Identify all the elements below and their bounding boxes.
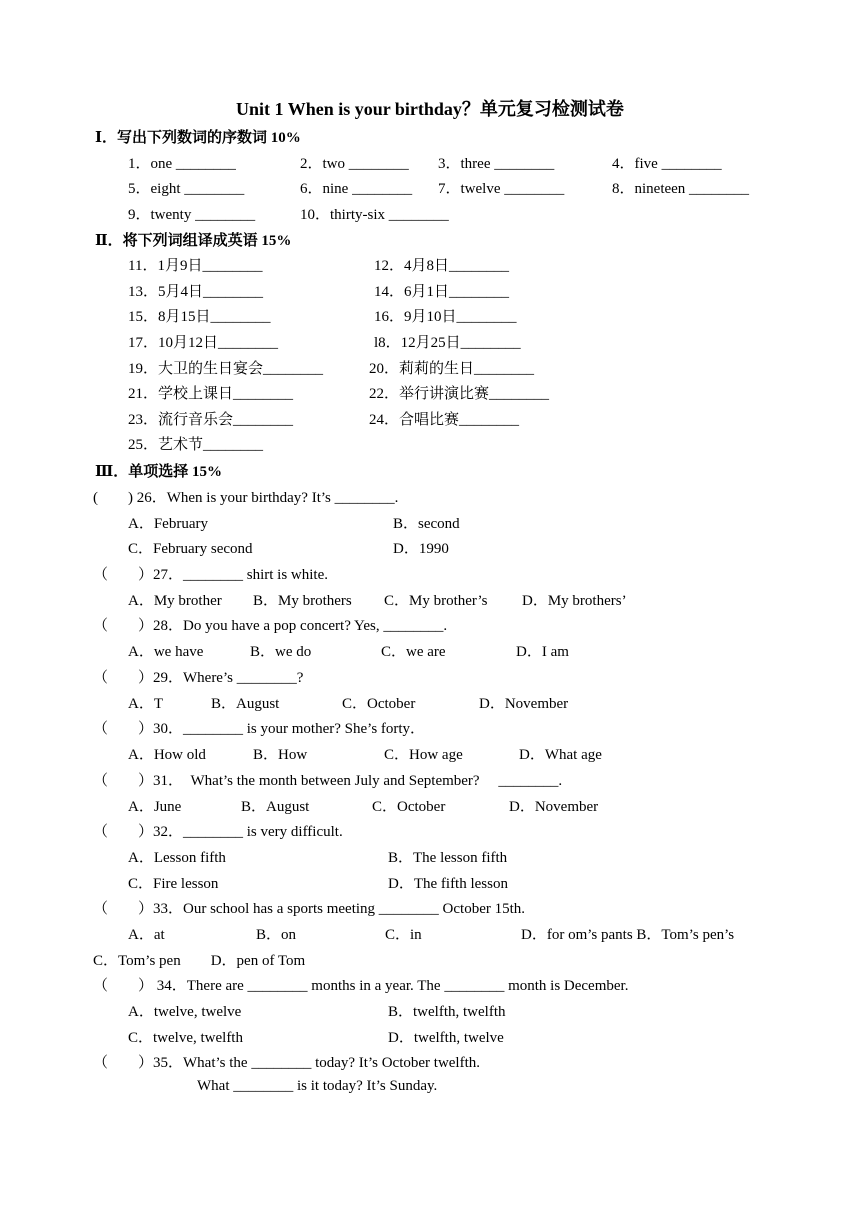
- question-1: 1．one ________: [128, 156, 236, 172]
- question-15: 15．8月15日________: [128, 309, 271, 325]
- q34-option-a: A．twelve, twelve: [128, 1004, 242, 1020]
- question-12: 12．4月8日________: [374, 258, 510, 274]
- q30-option-d: D．What age: [519, 747, 602, 763]
- q34-option-d: D．twelfth, twelve: [388, 1030, 504, 1046]
- question-17: 17．10月12日________: [128, 335, 279, 351]
- q26-option-a: A．February: [128, 516, 208, 532]
- question-31-stem: （ ）31． What’s the month between July and September? ________.: [93, 773, 563, 789]
- question-19: 19．大卫的生日宴会________: [128, 361, 324, 377]
- question-8: 8．nineteen ________: [612, 181, 750, 197]
- q32-option-d: D．The fifth lesson: [388, 876, 508, 892]
- q29-option-a: A．T: [128, 696, 163, 712]
- question-21: 21．学校上课日________: [128, 386, 294, 402]
- q27-option-b: B．My brothers: [253, 593, 352, 609]
- question-33-stem: （ ）33．Our school has a sports meeting ________ October 15th.: [93, 901, 526, 917]
- q30-option-b: B．How: [253, 747, 308, 763]
- question-25: 25．艺术节________: [128, 437, 264, 453]
- q27-option-c: C．My brother’s: [384, 593, 488, 609]
- q31-option-d: D．November: [509, 799, 599, 815]
- q28-option-d: D．I am: [516, 644, 569, 660]
- section-2-heading: Ⅱ．将下列词组译成英语 15%: [95, 233, 292, 249]
- q30-option-a: A．How old: [128, 747, 206, 763]
- q27-option-a: A．My brother: [128, 593, 222, 609]
- question-29-stem: （ ）29．Where’s ________?: [93, 670, 304, 686]
- question-18: l8．12月25日________: [374, 335, 521, 351]
- q32-option-c: C．Fire lesson: [128, 876, 219, 892]
- q27-option-d: D．My brothers’: [522, 593, 627, 609]
- question-30-stem: （ ）30．________ is your mother? She’s forty．: [93, 721, 426, 737]
- question-4: 4．five ________: [612, 156, 722, 172]
- q29-option-c: C．October: [342, 696, 416, 712]
- q26-option-c: C．February second: [128, 541, 253, 557]
- section-3-heading: Ⅲ．单项选择 15%: [95, 464, 223, 480]
- question-35-line2: What ________ is it today? It’s Sunday.: [197, 1078, 438, 1094]
- question-3: 3．three ________: [438, 156, 555, 172]
- q28-option-c: C．we are: [381, 644, 446, 660]
- q33-option-a: A．at: [128, 927, 165, 943]
- question-7: 7．twelve ________: [438, 181, 565, 197]
- q28-option-a: A．we have: [128, 644, 204, 660]
- question-28-stem: （ ）28．Do you have a pop concert? Yes, ________.: [93, 618, 448, 634]
- question-22: 22．举行讲演比赛________: [369, 386, 550, 402]
- question-9: 9．twenty ________: [128, 207, 256, 223]
- q29-option-d: D．November: [479, 696, 569, 712]
- question-20: 20．莉莉的生日________: [369, 361, 535, 377]
- q33-option-d: D．for om’s pants B．Tom’s pen’s: [521, 927, 735, 943]
- question-34-stem: （ ） 34．There are ________ months in a year. The ________ month is December.: [93, 978, 629, 994]
- q26-option-b: B．second: [393, 516, 460, 532]
- question-23: 23．流行音乐会________: [128, 412, 294, 428]
- question-6: 6．nine ________: [300, 181, 413, 197]
- q30-option-c: C．How age: [384, 747, 463, 763]
- question-10: 10．thirty-six ________: [300, 207, 449, 223]
- question-14: 14．6月1日________: [374, 284, 510, 300]
- page-title: Unit 1 When is your birthday？单元复习检测试卷: [236, 99, 624, 119]
- question-26-stem: ( ) 26．When is your birthday? It’s ________.: [93, 490, 399, 506]
- question-27-stem: （ ）27．________ shirt is white.: [93, 567, 328, 583]
- question-11: 11．1月9日________: [128, 258, 263, 274]
- q34-option-b: B．twelfth, twelfth: [388, 1004, 506, 1020]
- question-16: 16．9月10日________: [374, 309, 517, 325]
- q33-option-b: B．on: [256, 927, 297, 943]
- question-2: 2．two ________: [300, 156, 409, 172]
- question-5: 5．eight ________: [128, 181, 245, 197]
- q34-option-c: C．twelve, twelfth: [128, 1030, 243, 1046]
- question-35-stem: （ ）35．What’s the ________ today? It’s October twelfth.: [93, 1055, 481, 1071]
- q28-option-b: B．we do: [250, 644, 312, 660]
- question-13: 13．5月4日________: [128, 284, 264, 300]
- section-1-heading: Ⅰ．写出下列数词的序数词 10%: [95, 130, 301, 146]
- q33-option-c: C．in: [385, 927, 422, 943]
- q26-option-d: D．1990: [393, 541, 449, 557]
- q32-option-a: A．Lesson fifth: [128, 850, 226, 866]
- q31-option-b: B．August: [241, 799, 310, 815]
- q31-option-a: A．June: [128, 799, 182, 815]
- question-24: 24．合唱比赛________: [369, 412, 520, 428]
- q31-option-c: C．October: [372, 799, 446, 815]
- q33-continuation: C．Tom’s pen D．pen of Tom: [93, 953, 306, 969]
- q32-option-b: B．The lesson fifth: [388, 850, 508, 866]
- question-32-stem: （ ）32．________ is very difficult.: [93, 824, 343, 840]
- q29-option-b: B．August: [211, 696, 280, 712]
